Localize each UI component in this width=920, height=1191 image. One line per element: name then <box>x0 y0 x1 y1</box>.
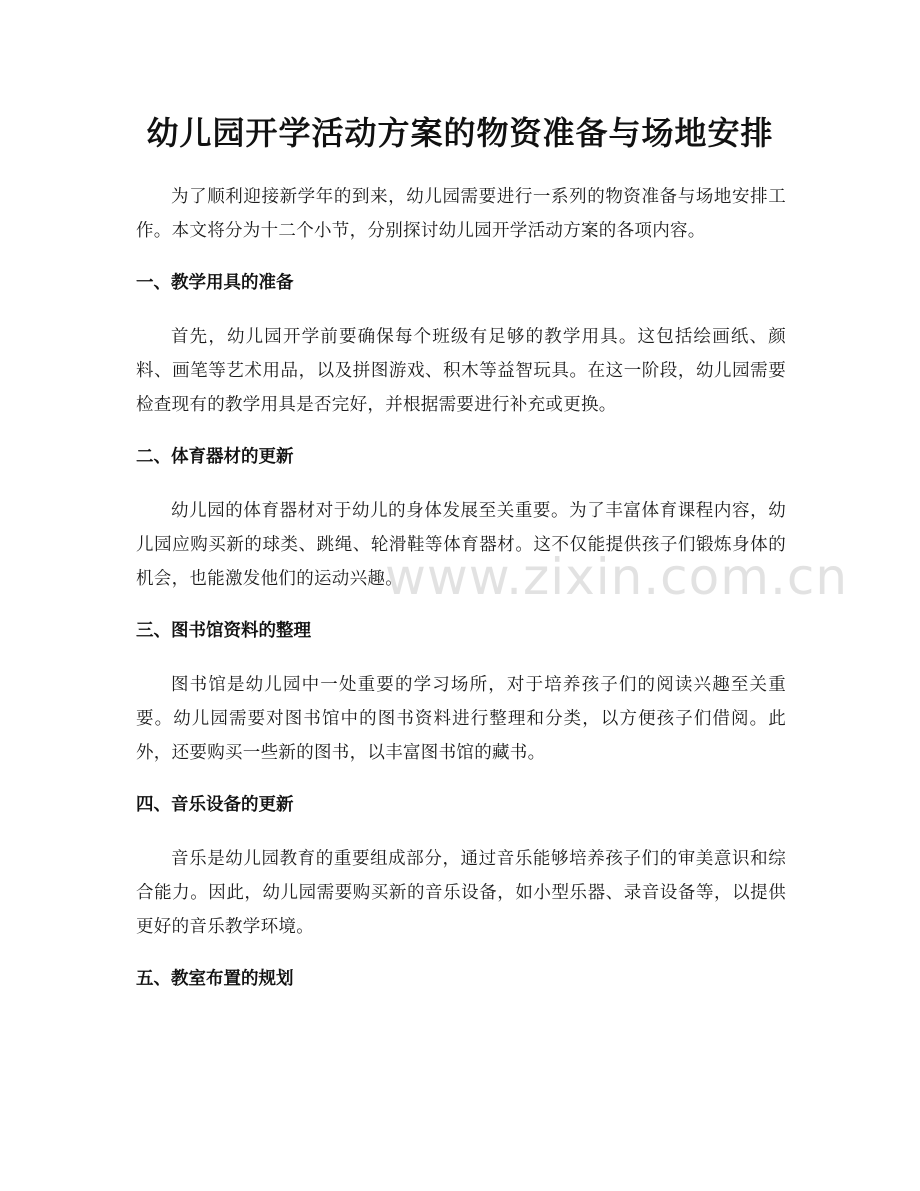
document-title: 幼儿园开学活动方案的物资准备与场地安排 <box>146 114 774 152</box>
section-paragraph-4: 音乐是幼儿园教育的重要组成部分，通过音乐能够培养孩子们的审美意识和综合能力。因此，幼儿园需要购买新的音乐设备，如小型乐器、录音设备等，以提供更好的音乐教学环境。 <box>136 849 786 937</box>
section-heading-4: 四、音乐设备的更新 <box>136 795 294 815</box>
section-paragraph-2: 幼儿园的体育器材对于幼儿的身体发展至关重要。为了丰富体育课程内容，幼儿园应购买新的球类、跳绳、轮滑鞋等体育器材。这不仅能提供孩子们锻炼身体的机会，也能激发他们的运动兴趣。 <box>136 501 786 589</box>
watermark-text: www.zixin.com.cn <box>385 548 849 606</box>
section-paragraph-1: 首先，幼儿园开学前要确保每个班级有足够的教学用具。这包括绘画纸、颜料、画笔等艺术用品，以及拼图游戏、积木等益智玩具。在这一阶段，幼儿园需要检查现有的教学用具是否完好，并根据需要进行补充或更换。 <box>136 327 786 415</box>
section-paragraph-3: 图书馆是幼儿园中一处重要的学习场所，对于培养孩子们的阅读兴趣至关重要。幼儿园需要对图书馆中的图书资料进行整理和分类，以方便孩子们借阅。此外，还要购买一些新的图书，以丰富图书馆的藏书。 <box>136 675 786 763</box>
section-heading-5: 五、教室布置的规划 <box>136 969 294 989</box>
section-heading-1: 一、教学用具的准备 <box>136 273 294 293</box>
section-heading-2: 二、体育器材的更新 <box>136 447 294 467</box>
intro-paragraph: 为了顺利迎接新学年的到来，幼儿园需要进行一系列的物资准备与场地安排工作。本文将分为十二个小节，分别探讨幼儿园开学活动方案的各项内容。 <box>136 187 786 241</box>
document-body <box>136 180 786 1016</box>
section-heading-3: 三、图书馆资料的整理 <box>136 621 311 641</box>
